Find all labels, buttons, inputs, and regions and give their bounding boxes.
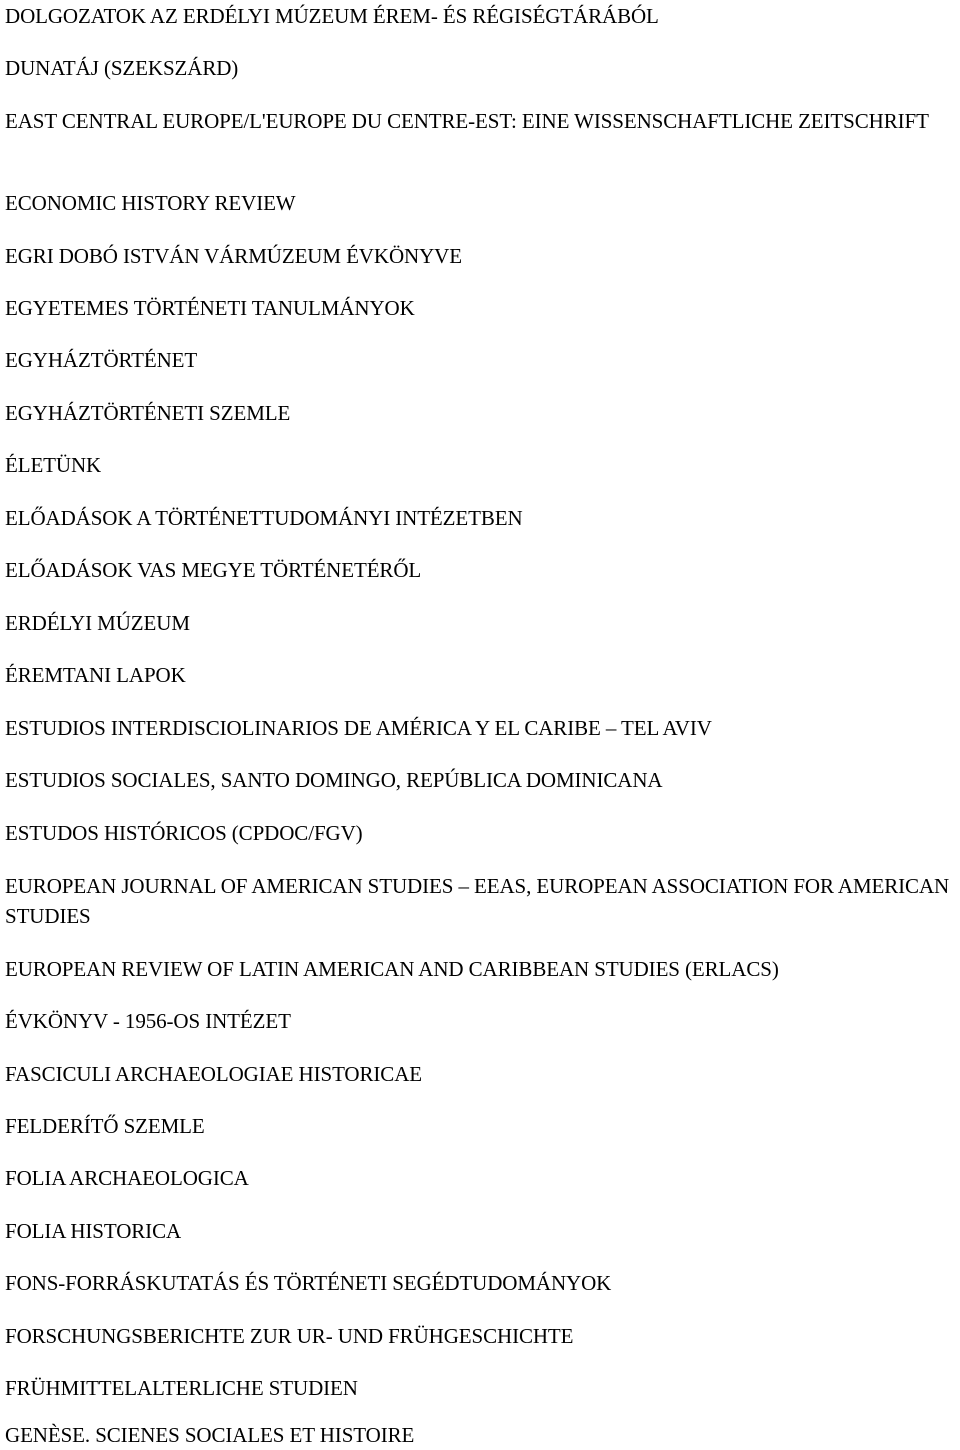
list-item: ÉLETÜNK [5, 453, 102, 477]
list-item: FOLIA ARCHAEOLOGICA [5, 1166, 249, 1190]
list-item: EGYETEMES TÖRTÉNETI TANULMÁNYOK [5, 296, 415, 320]
list-item: ESTUDOS HISTÓRICOS (CPDOC/FGV) [5, 821, 363, 845]
list-item: DOLGOZATOK AZ ERDÉLYI MÚZEUM ÉREM- ÉS RÉGISÉGTÁRÁBÓL [5, 4, 659, 28]
list-item: ELŐADÁSOK VAS MEGYE TÖRTÉNETÉRŐL [5, 558, 422, 582]
list-item: FONS-FORRÁSKUTATÁS ÉS TÖRTÉNETI SEGÉDTUDOMÁNYOK [5, 1271, 612, 1295]
list-item: ERDÉLYI MÚZEUM [5, 611, 190, 635]
list-item: EGRI DOBÓ ISTVÁN VÁRMÚZEUM ÉVKÖNYVE [5, 244, 462, 268]
list-item: FOLIA HISTORICA [5, 1219, 182, 1243]
list-item: EAST CENTRAL EUROPE/L'EUROPE DU CENTRE-EST: EINE WISSENSCHAFTLICHE ZEITSCHRIFT [5, 109, 929, 133]
list-item: EGYHÁZTÖRTÉNETI SZEMLE [5, 401, 291, 425]
list-item: ÉVKÖNYV - 1956-OS INTÉZET [5, 1009, 291, 1033]
list-item: GENÈSE. SCIENES SOCIALES ET HISTOIRE [5, 1423, 415, 1447]
list-item: FELDERÍTŐ SZEMLE [5, 1114, 205, 1138]
list-item: ESTUDIOS INTERDISCIOLINARIOS DE AMÉRICA Y EL CARIBE – TEL AVIV [5, 716, 712, 740]
list-item: EUROPEAN JOURNAL OF AMERICAN STUDIES – EEAS, EUROPEAN ASSOCIATION FOR AMERICAN STUDIES [5, 874, 950, 928]
list-item: ELŐADÁSOK A TÖRTÉNETTUDOMÁNYI INTÉZETBEN [5, 506, 523, 530]
list-item: EGYHÁZTÖRTÉNET [5, 348, 198, 372]
list-item: FRÜHMITTELALTERLICHE STUDIEN [5, 1376, 358, 1400]
list-item: ÉREMTANI LAPOK [5, 663, 186, 687]
list-item: FASCICULI ARCHAEOLOGIAE HISTORICAE [5, 1062, 423, 1086]
list-item: DUNATÁJ (SZEKSZÁRD) [5, 56, 239, 80]
list-item: ECONOMIC HISTORY REVIEW [5, 191, 296, 215]
list-item: ESTUDIOS SOCIALES, SANTO DOMINGO, REPÚBLICA DOMINICANA [5, 768, 663, 792]
list-item: EUROPEAN REVIEW OF LATIN AMERICAN AND CARIBBEAN STUDIES (ERLACS) [5, 957, 779, 981]
list-item: FORSCHUNGSBERICHTE ZUR UR- UND FRÜHGESCHICHTE [5, 1324, 574, 1348]
